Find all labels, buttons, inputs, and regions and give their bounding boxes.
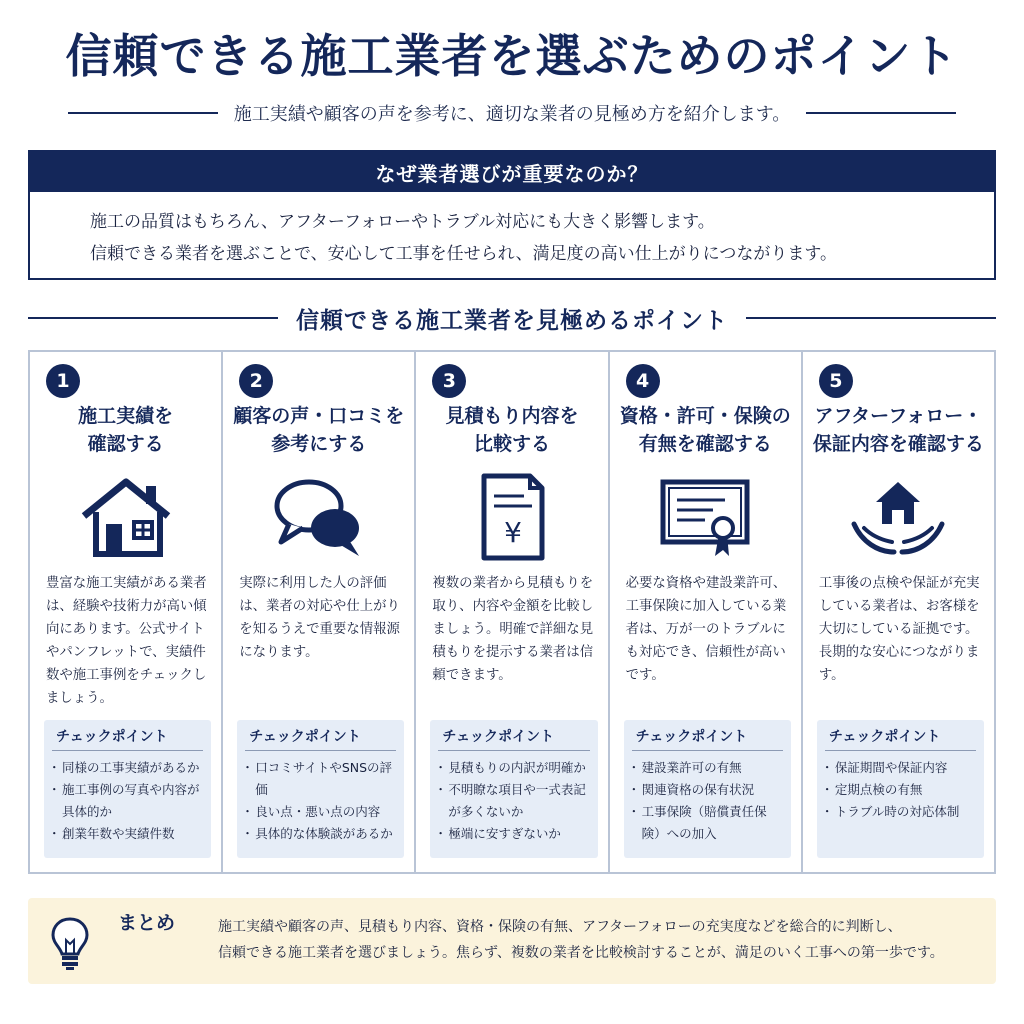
card-title: 施工実績を 確認する xyxy=(78,405,174,455)
list-item: ・ 極端に安すぎないか xyxy=(438,823,589,845)
checkpoint-list xyxy=(825,757,976,823)
subtitle-row xyxy=(68,98,956,128)
list-item: ・ 同様の工事実績があるか xyxy=(52,757,203,779)
checkpoint-title: チェックポイント xyxy=(632,726,783,751)
list-item: ・ 保証期間や保証内容 xyxy=(825,757,976,779)
card-description: 実際に利用した人の評価は、業者の対応や仕上がりを知るうえで重要な情報源になります。 xyxy=(239,576,400,660)
divider-left xyxy=(28,317,278,319)
why-body xyxy=(30,192,994,270)
checkpoint-list xyxy=(245,757,396,845)
point-cards xyxy=(28,350,996,874)
checkpoint-box xyxy=(430,720,597,858)
point-card-5 xyxy=(803,352,994,872)
list-item: ・ 工事保険（賠償責任保険）への加入 xyxy=(632,801,783,845)
step-number: 4 xyxy=(626,364,660,398)
list-item: ・ トラブル時の対応体制 xyxy=(825,801,976,823)
why-section xyxy=(28,150,996,280)
why-heading: なぜ業者選びが重要なのか？ xyxy=(30,152,994,192)
list-item: ・ 見積もりの内訳が明確か xyxy=(438,757,589,779)
yen-document-icon xyxy=(462,472,562,562)
point-card-3 xyxy=(416,352,609,872)
divider-right xyxy=(806,112,956,114)
hands-house-icon xyxy=(848,472,948,562)
checkpoint-list xyxy=(438,757,589,845)
card-title: 顧客の声・口コミを 参考にする xyxy=(233,405,405,455)
list-item: ・ 創業年数や実績件数 xyxy=(52,823,203,845)
list-item: ・ 具体的な体験談があるか xyxy=(245,823,396,845)
card-title: アフターフォロー・ 保証内容を確認する xyxy=(812,405,984,455)
subtitle: 施工実績や顧客の声を参考に、適切な業者の見極め方を紹介します。 xyxy=(233,104,791,125)
point-card-4 xyxy=(610,352,803,872)
checkpoint-title: チェックポイント xyxy=(52,726,203,751)
lightbulb-icon xyxy=(50,916,90,970)
checkpoint-box xyxy=(237,720,404,858)
point-card-2 xyxy=(223,352,416,872)
card-description: 必要な資格や建設業許可、工事保険に加入している業者は、万が一のトラブルにも対応でき、信頼性が高いです。 xyxy=(625,576,787,683)
checkpoint-title: チェックポイント xyxy=(245,726,396,751)
divider-left xyxy=(68,112,218,114)
summary-line-2: 信頼できる施工業者を選びましょう。焦らず、複数の業者を比較検討することが、満足のいく工事への第一歩です。 xyxy=(218,945,944,961)
list-item: ・ 定期点検の有無 xyxy=(825,779,976,801)
step-number: 2 xyxy=(239,364,273,398)
why-line-1: 施工の品質はもちろん、アフターフォローやトラブル対応にも大きく影響します。 xyxy=(90,212,715,232)
list-item: ・ 建設業許可の有無 xyxy=(632,757,783,779)
card-description: 豊富な施工実績がある業者は、経験や技術力が高い傾向にあります。公式サイトやパンフレットで、実績件数や施工事例をチェックしましょう。 xyxy=(46,576,207,706)
card-title: 資格・許可・保険の 有無を確認する xyxy=(619,405,791,455)
checkpoint-box xyxy=(817,720,984,858)
points-heading: 信頼できる施工業者を見極めるポイント xyxy=(296,307,728,334)
card-description: 複数の業者から見積もりを取り、内容や金額を比較しましょう。明確で詳細な見積もりを提示する業者は信頼できます。 xyxy=(432,576,594,683)
certificate-icon xyxy=(655,472,755,562)
summary-section xyxy=(28,898,996,984)
checkpoint-list xyxy=(632,757,783,845)
divider-right xyxy=(746,317,996,319)
list-item: ・ 良い点・悪い点の内容 xyxy=(245,801,396,823)
page-title: 信頼できる施工業者を選ぶためのポイント xyxy=(65,29,959,83)
checkpoint-box xyxy=(624,720,791,858)
summary-text xyxy=(218,914,980,966)
list-item: ・ 不明瞭な項目や一式表記が多くないか xyxy=(438,779,589,823)
card-title: 見積もり内容を 比較する xyxy=(445,405,579,455)
points-heading-row xyxy=(28,300,996,336)
checkpoint-title: チェックポイント xyxy=(825,726,976,751)
checkpoint-list xyxy=(52,757,203,845)
house-icon xyxy=(76,472,176,562)
step-number: 1 xyxy=(46,364,80,398)
list-item: ・ 関連資格の保有状況 xyxy=(632,779,783,801)
step-number: 3 xyxy=(432,364,466,398)
step-number: 5 xyxy=(819,364,853,398)
summary-line-1: 施工実績や顧客の声、見積もり内容、資格・保険の有無、アフターフォローの充実度などを総合的に判断し、 xyxy=(218,919,902,935)
speech-bubbles-icon xyxy=(269,472,369,562)
point-card-1 xyxy=(30,352,223,872)
list-item: ・ 口コミサイトやSNSの評価 xyxy=(245,757,396,801)
list-item: ・ 施工事例の写真や内容が具体的か xyxy=(52,779,203,823)
checkpoint-title: チェックポイント xyxy=(438,726,589,751)
checkpoint-box xyxy=(44,720,211,858)
why-line-2: 信頼できる業者を選ぶことで、安心して工事を任せられ、満足度の高い仕上がりにつながります。 xyxy=(90,244,837,264)
svg-text:¥: ¥ xyxy=(504,516,522,549)
summary-label: まとめ xyxy=(118,912,176,934)
card-description: 工事後の点検や保証が充実している業者は、お客様を大切にしている証拠です。長期的な安心につながります。 xyxy=(818,576,980,683)
